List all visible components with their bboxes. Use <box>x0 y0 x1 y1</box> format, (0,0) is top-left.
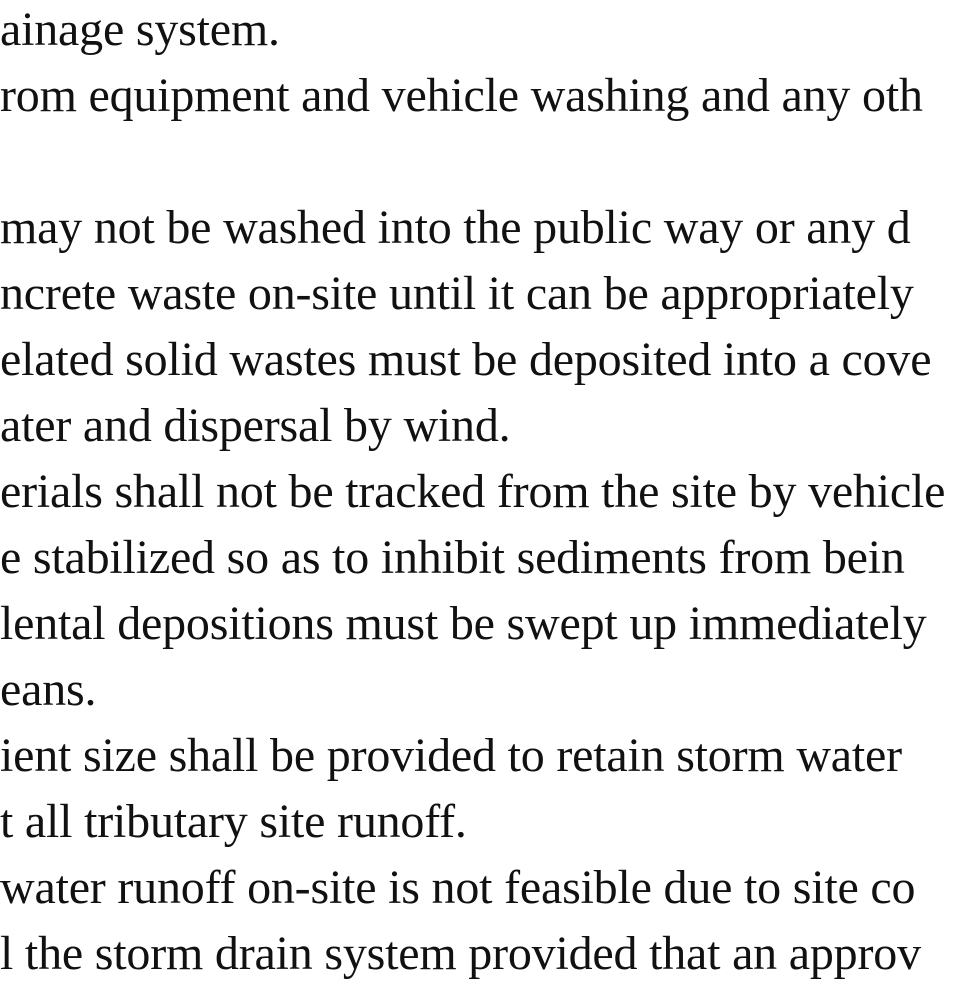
text-line: ncrete waste on-site until it can be appropriately <box>0 267 914 320</box>
text-line: e stabilized so as to inhibit sediments from bein <box>0 531 905 584</box>
text-line: may not be washed into the public way or any d <box>0 201 911 254</box>
text-line: t all tributary site runoff. <box>0 795 467 848</box>
text-line: eans. <box>0 663 97 716</box>
text-line: elated solid wastes must be deposited into a cove <box>0 333 932 386</box>
text-line: ient size shall be provided to retain storm water <box>0 729 902 782</box>
text-line: rom equipment and vehicle washing and any oth <box>0 69 923 122</box>
text-line: erials shall not be tracked from the site by vehicle <box>0 465 946 518</box>
text-line: ainage system. <box>0 3 280 56</box>
text-line: water runoff on-site is not feasible due to site co <box>0 861 916 914</box>
text-line: lental depositions must be swept up immediately <box>0 597 927 650</box>
text-line: l the storm drain system provided that an approv <box>0 927 921 980</box>
text-line: ater and dispersal by wind. <box>0 399 511 452</box>
